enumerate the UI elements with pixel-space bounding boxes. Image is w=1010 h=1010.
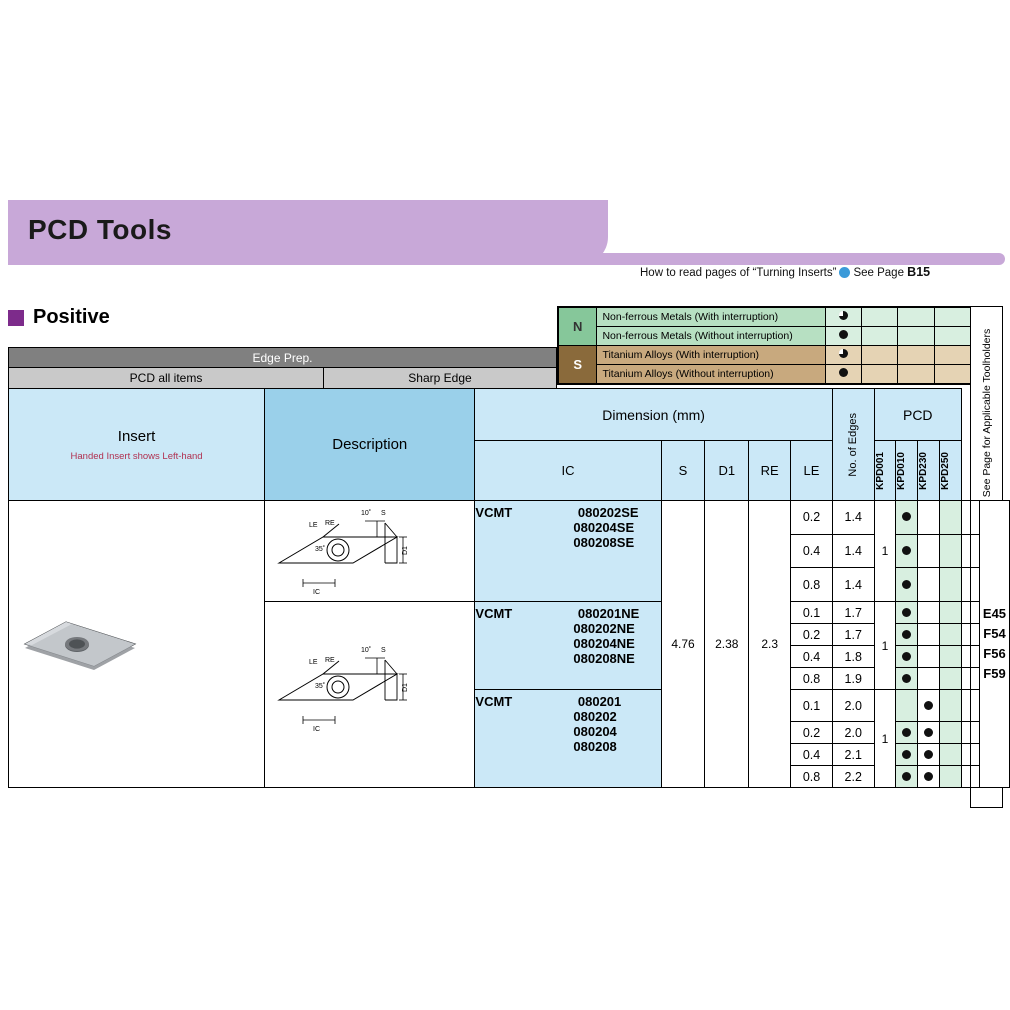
grade-mark-kpd001 (896, 646, 918, 668)
item-code: 080202SE (577, 505, 639, 520)
svg-text:10˚: 10˚ (361, 647, 372, 654)
value-re: 0.2 (791, 501, 833, 535)
legend-name: Titanium Alloys (Without interruption) (597, 365, 825, 384)
grade-mark-kpd250 (961, 668, 979, 690)
section-heading (8, 306, 110, 329)
grade-mark-kpd250 (961, 501, 979, 535)
value-le: 2.2 (832, 766, 874, 788)
legend-name: Non-ferrous Metals (Without interruption) (597, 327, 825, 346)
legend-mark-kpd230 (898, 346, 934, 365)
banner-tail (560, 253, 1005, 265)
insert-photo-cell (9, 501, 265, 788)
legend-mark-kpd010 (862, 308, 898, 327)
value-re: 0.8 (791, 766, 833, 788)
svg-text:RE: RE (325, 657, 335, 664)
toolholder-page[interactable]: E45 (982, 606, 1007, 621)
value-re: 0.2 (791, 624, 833, 646)
value-le: 1.4 (832, 501, 874, 535)
value-re: 0.2 (791, 722, 833, 744)
value-le: 1.8 (832, 646, 874, 668)
edge-prep-col-all-items: PCD all items (9, 368, 324, 388)
legend-mark-kpd010 (862, 327, 898, 346)
edge-prep-header (8, 347, 557, 389)
grade-mark-kpd010 (918, 668, 940, 690)
header-insert (9, 389, 265, 501)
edge-prep-title: Edge Prep. (9, 348, 556, 368)
legend-mark-kpd230 (898, 308, 934, 327)
header-kpd010: KPD010 (896, 441, 918, 501)
grade-mark-kpd010 (918, 501, 940, 535)
page-ref-link[interactable]: B15 (907, 265, 931, 279)
grade-mark-kpd010 (918, 690, 940, 722)
legend-row (559, 308, 971, 327)
header-kpd230: KPD230 (918, 441, 940, 501)
legend-code-n: N (559, 308, 597, 346)
svg-text:10˚: 10˚ (361, 510, 372, 517)
svg-text:35˚: 35˚ (315, 546, 326, 553)
grade-mark-kpd250 (961, 690, 979, 722)
legend-mark-kpd250 (934, 327, 970, 346)
material-legend (557, 306, 972, 385)
description-group-se (475, 501, 661, 602)
grade-mark-kpd250 (961, 624, 979, 646)
legend-code-s: S (559, 346, 597, 384)
legend-mark-kpd010 (862, 365, 898, 384)
value-le: 1.7 (832, 602, 874, 624)
grade-mark-kpd230 (940, 602, 962, 624)
item-code: 080204NE (573, 636, 635, 651)
grade-mark-kpd001 (896, 766, 918, 788)
header-re: RE (749, 441, 791, 501)
toolholder-page[interactable]: F56 (983, 646, 1006, 661)
header-kpd250: KPD250 (940, 441, 962, 501)
insert-diagram-se (265, 501, 433, 601)
grade-mark-kpd001 (896, 534, 918, 568)
grade-mark-kpd230 (940, 744, 962, 766)
table-header-row (9, 389, 1010, 441)
legend-row (559, 327, 971, 346)
legend-mark-kpd250 (934, 346, 970, 365)
value-re: 0.1 (791, 690, 833, 722)
grade-mark-kpd010 (918, 602, 940, 624)
svg-text:D1: D1 (402, 546, 410, 555)
svg-text:LE: LE (309, 659, 318, 666)
legend-name: Titanium Alloys (With interruption) (597, 346, 825, 365)
value-re: 0.4 (791, 646, 833, 668)
value-s: 2.38 (705, 501, 749, 788)
header-d1: D1 (705, 441, 749, 501)
value-re: 0.4 (791, 534, 833, 568)
legend-row (559, 365, 971, 384)
grade-mark-kpd250 (961, 568, 979, 602)
insert-drawing-se (265, 501, 475, 602)
blue-circle-icon (839, 267, 850, 278)
svg-text:IC: IC (313, 726, 321, 733)
grade-mark-kpd010 (918, 766, 940, 788)
item-code: 080202NE (573, 621, 635, 636)
svg-text:35˚: 35˚ (315, 683, 326, 690)
header-description (265, 389, 475, 501)
header-pcd-label: PCD (902, 406, 933, 423)
value-le: 1.4 (832, 534, 874, 568)
grade-mark-kpd230 (940, 690, 962, 722)
header-edges (832, 389, 874, 501)
header-s: S (661, 441, 705, 501)
value-re: 0.8 (791, 568, 833, 602)
legend-row (559, 346, 971, 365)
family-label: VCMT (475, 694, 513, 709)
header-pcd (874, 389, 961, 441)
grade-mark-kpd230 (940, 501, 962, 535)
applicable-toolholders-label: See Page for Applicable Toolholders (980, 328, 993, 498)
header-edges-label: No. of Edges (847, 412, 860, 477)
grade-mark-kpd001 (896, 602, 918, 624)
grade-mark-kpd230 (940, 668, 962, 690)
grade-mark-kpd010 (918, 568, 940, 602)
toolholder-page[interactable]: F54 (983, 626, 1006, 641)
header-ic: IC (475, 441, 661, 501)
value-re: 0.1 (791, 602, 833, 624)
svg-text:IC: IC (313, 589, 321, 596)
header-dimension-label: Dimension (mm) (602, 406, 705, 423)
legend-mark-kpd010 (862, 346, 898, 365)
grade-mark-kpd250 (961, 602, 979, 624)
grade-mark-kpd001 (896, 624, 918, 646)
grade-mark-kpd230 (940, 766, 962, 788)
legend-mark-kpd001 (825, 308, 862, 327)
description-group-plain (475, 690, 661, 788)
item-code: 080208NE (573, 651, 635, 666)
header-dimension (475, 389, 832, 441)
item-code: 080204SE (573, 520, 635, 535)
insert-diagram-ne (265, 602, 433, 787)
value-re: 0.8 (791, 668, 833, 690)
item-code: 080201 (577, 694, 622, 709)
value-edges: 1 (874, 690, 896, 788)
family-label: VCMT (475, 505, 513, 520)
value-edges: 1 (874, 602, 896, 690)
svg-text:D1: D1 (402, 683, 410, 692)
item-code: 080201NE (577, 606, 640, 621)
value-d1: 2.3 (749, 501, 791, 788)
legend-mark-kpd250 (934, 365, 970, 384)
svg-text:S: S (381, 647, 386, 654)
edge-prep-col-sharp-edge: Sharp Edge (408, 371, 472, 385)
value-le: 2.1 (832, 744, 874, 766)
svg-text:S: S (381, 510, 386, 517)
value-le: 1.9 (832, 668, 874, 690)
legend-mark-kpd230 (898, 327, 934, 346)
insert-table (8, 388, 1010, 788)
grade-mark-kpd010 (918, 534, 940, 568)
grade-mark-kpd010 (918, 624, 940, 646)
grade-mark-kpd010 (918, 646, 940, 668)
value-edges: 1 (874, 501, 896, 602)
how-to-read-text: How to read pages of “Turning Inserts” (640, 267, 837, 279)
legend-mark-kpd001 (825, 327, 862, 346)
grade-mark-kpd250 (961, 766, 979, 788)
page-title: PCD Tools (28, 214, 172, 245)
value-le: 2.0 (832, 722, 874, 744)
svg-text:RE: RE (325, 520, 335, 527)
header-insert-note: Handed Insert shows Left-hand (70, 450, 203, 462)
value-ic: 4.76 (661, 501, 705, 788)
grade-mark-kpd001 (896, 501, 918, 535)
svg-text:LE: LE (309, 522, 318, 529)
header-le: LE (791, 441, 833, 501)
legend-mark-kpd230 (898, 365, 934, 384)
title-banner (8, 200, 608, 265)
item-code: 080202 (573, 709, 617, 724)
see-page-text: See Page (853, 267, 904, 279)
diamond-insert-photo (9, 502, 152, 787)
grade-mark-kpd230 (940, 568, 962, 602)
item-code: 080204 (573, 724, 617, 739)
section-marker-icon (8, 310, 24, 326)
header-description-label: Description (332, 436, 408, 453)
value-re: 0.4 (791, 744, 833, 766)
toolholder-pages (979, 501, 1009, 788)
header-insert-label: Insert (117, 427, 156, 445)
section-label: Positive (33, 306, 110, 328)
legend-mark-kpd001 (825, 346, 862, 365)
grade-mark-kpd001 (896, 668, 918, 690)
grade-mark-kpd250 (961, 534, 979, 568)
item-code: 080208 (573, 739, 617, 754)
grade-mark-kpd230 (940, 646, 962, 668)
value-le: 2.0 (832, 690, 874, 722)
value-le: 1.7 (832, 624, 874, 646)
how-to-read-note (640, 265, 930, 279)
grade-mark-kpd230 (940, 624, 962, 646)
grade-mark-kpd230 (940, 722, 962, 744)
item-code: 080208SE (573, 535, 635, 550)
grade-mark-kpd010 (918, 744, 940, 766)
table-row (9, 501, 1010, 535)
legend-mark-kpd250 (934, 308, 970, 327)
header-kpd001: KPD001 (874, 441, 896, 501)
grade-mark-kpd001 (896, 568, 918, 602)
family-label: VCMT (475, 606, 513, 621)
grade-mark-kpd001 (896, 722, 918, 744)
grade-mark-kpd250 (961, 722, 979, 744)
grade-mark-kpd250 (961, 744, 979, 766)
value-le: 1.4 (832, 568, 874, 602)
grade-mark-kpd001 (896, 690, 918, 722)
toolholder-page[interactable]: F59 (983, 666, 1006, 681)
grade-mark-kpd001 (896, 744, 918, 766)
description-group-ne (475, 602, 661, 690)
legend-mark-kpd001 (825, 365, 862, 384)
grade-mark-kpd250 (961, 646, 979, 668)
grade-mark-kpd010 (918, 722, 940, 744)
insert-drawing-ne (265, 602, 475, 788)
grade-mark-kpd230 (940, 534, 962, 568)
legend-name: Non-ferrous Metals (With interruption) (597, 308, 825, 327)
